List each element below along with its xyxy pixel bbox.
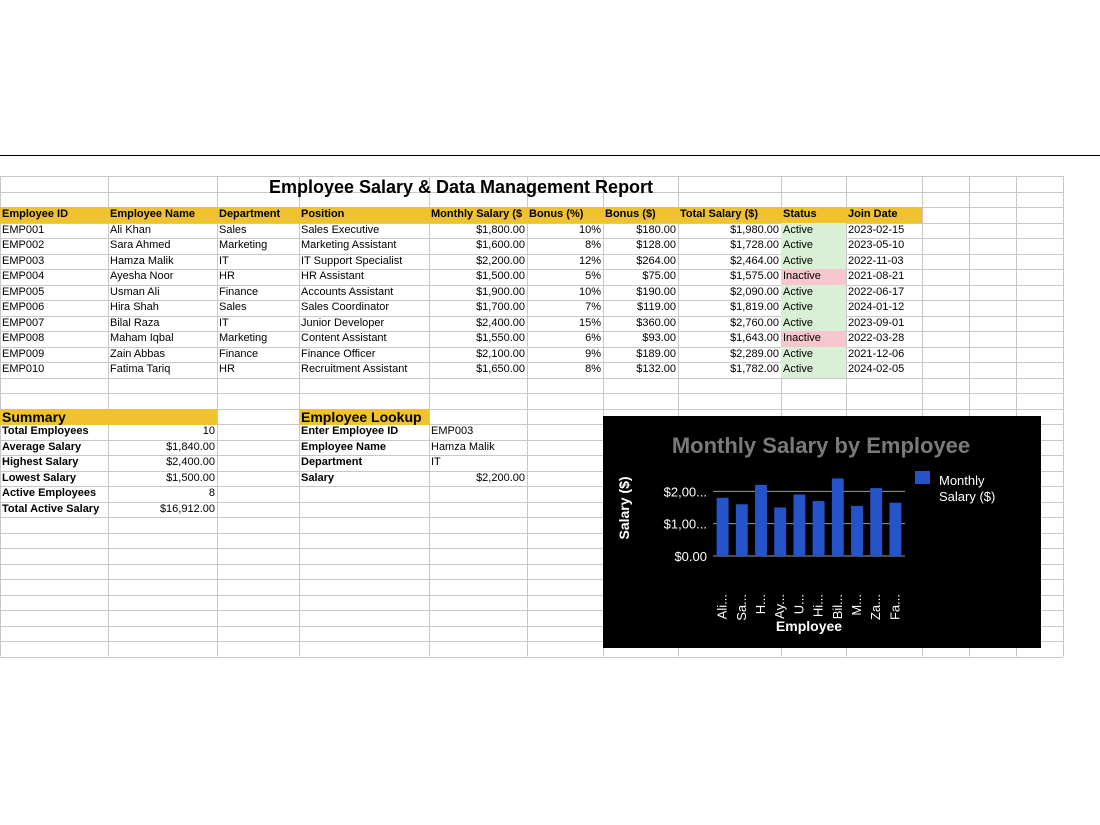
table-cell[interactable]: $1,728.00 [730, 239, 779, 251]
legend-label: Monthly [939, 473, 985, 488]
table-cell[interactable]: Sara Ahmed [110, 239, 171, 251]
lookup-label[interactable]: Enter Employee ID [301, 425, 399, 437]
chart-title: Monthly Salary by Employee [671, 433, 971, 458]
table-cell[interactable]: IT [219, 255, 229, 267]
table-cell[interactable]: Accounts Assistant [301, 286, 394, 298]
table-cell[interactable]: $2,400.00 [476, 317, 525, 329]
table-cell[interactable]: 15% [578, 317, 601, 329]
table-cell[interactable]: Active [781, 362, 846, 378]
summary-label[interactable]: Lowest Salary [2, 472, 76, 484]
table-cell[interactable]: Inactive [781, 331, 846, 347]
table-cell[interactable]: Active [781, 285, 846, 301]
table-cell[interactable]: $1,600.00 [476, 239, 525, 251]
table-cell[interactable]: Bilal Raza [110, 317, 160, 329]
table-cell[interactable]: HR Assistant [301, 270, 364, 282]
table-cell[interactable]: 2023-09-01 [848, 317, 905, 329]
x-tick-label: Za... [868, 594, 884, 621]
y-tick-label: $0.00 [674, 549, 707, 564]
table-cell[interactable]: Sales Executive [301, 224, 380, 236]
column-header[interactable]: Total Salary ($) [678, 207, 781, 223]
lookup-label[interactable]: Salary [301, 472, 335, 484]
table-cell[interactable]: 2024-02-05 [848, 363, 905, 375]
bar [851, 506, 863, 556]
table-cell[interactable]: Usman Ali [110, 286, 160, 298]
bar [736, 504, 748, 556]
column-header[interactable]: Bonus (%) [527, 207, 603, 223]
bar [774, 508, 786, 557]
table-cell[interactable]: EMP003 [2, 255, 45, 267]
x-axis-label: Employee [775, 618, 843, 634]
table-cell[interactable]: 2022-06-17 [848, 286, 905, 298]
table-cell[interactable]: 6% [585, 332, 601, 344]
table-cell[interactable]: EMP007 [2, 317, 45, 329]
table-cell[interactable]: Ayesha Noor [110, 270, 174, 282]
table-cell[interactable]: $360.00 [636, 317, 676, 329]
chart-canvas [603, 416, 1041, 648]
x-tick-label: U... [791, 594, 807, 615]
table-cell[interactable]: Marketing Assistant [301, 239, 397, 251]
salary-chart[interactable] [603, 416, 1041, 648]
table-cell[interactable]: $189.00 [636, 348, 676, 360]
table-cell[interactable]: Finance [219, 286, 259, 298]
table-cell[interactable]: $1,500.00 [476, 270, 525, 282]
lookup-label[interactable]: Employee Name [301, 441, 386, 453]
table-cell[interactable]: $2,464.00 [730, 255, 779, 267]
legend-swatch [915, 471, 930, 484]
table-cell[interactable]: $1,700.00 [476, 301, 525, 313]
table-cell[interactable]: $1,980.00 [730, 224, 779, 236]
table-cell[interactable]: HR [219, 270, 235, 282]
summary-value[interactable]: $2,400.00 [166, 456, 215, 468]
table-cell[interactable]: $1,782.00 [730, 363, 779, 375]
table-cell[interactable]: $1,800.00 [476, 224, 525, 236]
table-cell[interactable]: $93.00 [642, 332, 676, 344]
table-cell[interactable]: EMP005 [2, 286, 45, 298]
table-cell[interactable]: Sales [219, 224, 247, 236]
table-cell[interactable]: EMP004 [2, 270, 45, 282]
table-cell[interactable]: $1,643.00 [730, 332, 779, 344]
bar [717, 498, 729, 556]
table-cell[interactable]: 5% [585, 270, 601, 282]
table-cell[interactable]: $1,575.00 [730, 270, 779, 282]
table-cell[interactable]: Active [781, 238, 846, 254]
table-cell[interactable]: Finance [219, 348, 259, 360]
x-tick-label: Sa... [733, 594, 749, 621]
table-cell[interactable]: $132.00 [636, 363, 676, 375]
table-cell[interactable]: IT [219, 317, 229, 329]
column-header[interactable]: Department [217, 207, 299, 223]
table-cell[interactable]: Marketing [219, 239, 268, 251]
table-cell[interactable]: 2023-02-15 [848, 224, 905, 236]
table-cell[interactable]: 8% [585, 239, 601, 251]
bar [793, 495, 805, 556]
summary-value[interactable]: $1,840.00 [166, 441, 215, 453]
summary-value[interactable]: $1,500.00 [166, 472, 215, 484]
x-tick-label: Ali... [714, 594, 730, 620]
table-cell[interactable]: EMP002 [2, 239, 45, 251]
summary-label[interactable]: Highest Salary [2, 456, 79, 468]
table-cell[interactable]: 12% [578, 255, 601, 267]
table-cell[interactable]: $264.00 [636, 255, 676, 267]
table-cell[interactable]: Active [781, 223, 846, 239]
y-tick-label: $2,00... [663, 484, 707, 500]
column-header[interactable]: Status [781, 207, 846, 223]
table-cell[interactable]: Marketing [219, 332, 268, 344]
table-cell[interactable]: $1,650.00 [476, 363, 525, 375]
x-tick-label: Fa... [887, 594, 903, 621]
table-cell[interactable]: $180.00 [636, 224, 676, 236]
table-cell[interactable]: $190.00 [636, 286, 676, 298]
lookup-value[interactable]: IT [431, 456, 441, 468]
table-cell[interactable]: Fatima Tariq [110, 363, 171, 375]
summary-value[interactable]: 10 [202, 425, 215, 437]
table-cell[interactable]: 2021-08-21 [848, 270, 905, 282]
table-cell[interactable]: Maham Iqbal [110, 332, 174, 344]
table-cell[interactable]: 9% [585, 348, 601, 360]
table-cell[interactable]: IT Support Specialist [301, 255, 403, 267]
table-cell[interactable]: HR [219, 363, 235, 375]
summary-title[interactable]: Summary [0, 409, 108, 425]
table-cell[interactable]: EMP001 [2, 224, 45, 236]
summary-value[interactable]: 8 [208, 487, 215, 499]
column-header[interactable]: Employee Name [108, 207, 217, 223]
table-cell[interactable]: Active [781, 300, 846, 316]
bar [832, 478, 844, 556]
table-cell[interactable]: 2023-05-10 [848, 239, 905, 251]
table-cell[interactable]: Zain Abbas [110, 348, 166, 360]
table-cell[interactable]: 10% [578, 286, 601, 298]
table-cell[interactable]: Active [781, 254, 846, 270]
table-cell[interactable]: $2,200.00 [476, 255, 525, 267]
table-cell[interactable]: 2024-01-12 [848, 301, 905, 313]
report-title: Employee Salary & Data Management Report [268, 177, 654, 197]
y-tick-label: $1,00... [663, 516, 707, 532]
table-cell[interactable]: Sales Coordinator [301, 301, 390, 313]
table-cell[interactable]: EMP009 [2, 348, 45, 360]
summary-label[interactable]: Average Salary [2, 441, 82, 453]
lookup-value[interactable]: Hamza Malik [431, 441, 495, 453]
table-cell[interactable]: 2022-03-28 [848, 332, 905, 344]
x-tick-label: Bil... [829, 594, 845, 620]
table-cell[interactable]: $2,289.00 [730, 348, 779, 360]
summary-label[interactable]: Total Active Salary [2, 503, 100, 515]
table-cell[interactable]: $1,819.00 [730, 301, 779, 313]
column-header[interactable]: Monthly Salary ($ [429, 207, 527, 223]
table-cell[interactable]: Content Assistant [301, 332, 387, 344]
lookup-value[interactable]: EMP003 [431, 425, 474, 437]
bar [755, 485, 767, 556]
bar [870, 488, 882, 556]
x-tick-label: Hi... [810, 594, 826, 618]
table-cell[interactable]: 2021-12-06 [848, 348, 905, 360]
legend-label: Salary ($) [939, 489, 996, 504]
table-cell[interactable]: Inactive [781, 269, 846, 285]
x-tick-label: M... [849, 594, 864, 616]
table-cell[interactable]: EMP010 [2, 363, 45, 375]
column-header[interactable]: Position [299, 207, 429, 223]
lookup-value[interactable]: $2,200.00 [476, 472, 525, 484]
column-header[interactable]: Employee ID [0, 207, 108, 223]
table-cell[interactable]: Sales [219, 301, 247, 313]
y-axis-label: Salary ($) [616, 476, 632, 540]
table-cell[interactable]: 8% [585, 363, 601, 375]
table-cell[interactable]: 2022-11-03 [848, 255, 904, 267]
table-cell[interactable]: Active [781, 347, 846, 363]
table-cell[interactable]: Ali Khan [110, 224, 151, 236]
table-cell[interactable]: $2,760.00 [730, 317, 779, 329]
lookup-title[interactable]: Employee Lookup [299, 409, 429, 425]
table-cell[interactable]: Hira Shah [110, 301, 159, 313]
table-cell[interactable]: EMP006 [2, 301, 45, 313]
table-cell[interactable]: $2,100.00 [476, 348, 525, 360]
table-cell[interactable]: $128.00 [636, 239, 676, 251]
column-header[interactable]: Join Date [846, 207, 922, 223]
table-cell[interactable]: Finance Officer [301, 348, 376, 360]
bar [813, 501, 825, 556]
summary-label[interactable]: Active Employees [2, 487, 97, 499]
table-cell[interactable]: $1,550.00 [476, 332, 525, 344]
table-cell[interactable]: $119.00 [637, 301, 676, 313]
table-cell[interactable]: Hamza Malik [110, 255, 174, 267]
summary-value[interactable]: $16,912.00 [159, 503, 215, 515]
summary-label[interactable]: Total Employees [2, 425, 89, 437]
table-cell[interactable]: EMP008 [2, 332, 45, 344]
x-tick-label: H... [753, 594, 768, 615]
x-tick-label: Ay... [772, 594, 788, 619]
table-cell[interactable]: $2,090.00 [730, 286, 779, 298]
lookup-label[interactable]: Department [301, 456, 363, 468]
table-cell[interactable]: $1,900.00 [476, 286, 525, 298]
bar [889, 503, 901, 556]
table-cell[interactable]: Junior Developer [301, 317, 385, 329]
table-cell[interactable]: Recruitment Assistant [301, 363, 408, 375]
summary-title-fill [108, 409, 217, 425]
table-cell[interactable]: 10% [578, 224, 601, 236]
table-cell[interactable]: $75.00 [642, 270, 676, 282]
column-header[interactable]: Bonus ($) [603, 207, 678, 223]
table-cell[interactable]: 7% [585, 301, 601, 313]
table-cell[interactable]: Active [781, 316, 846, 332]
